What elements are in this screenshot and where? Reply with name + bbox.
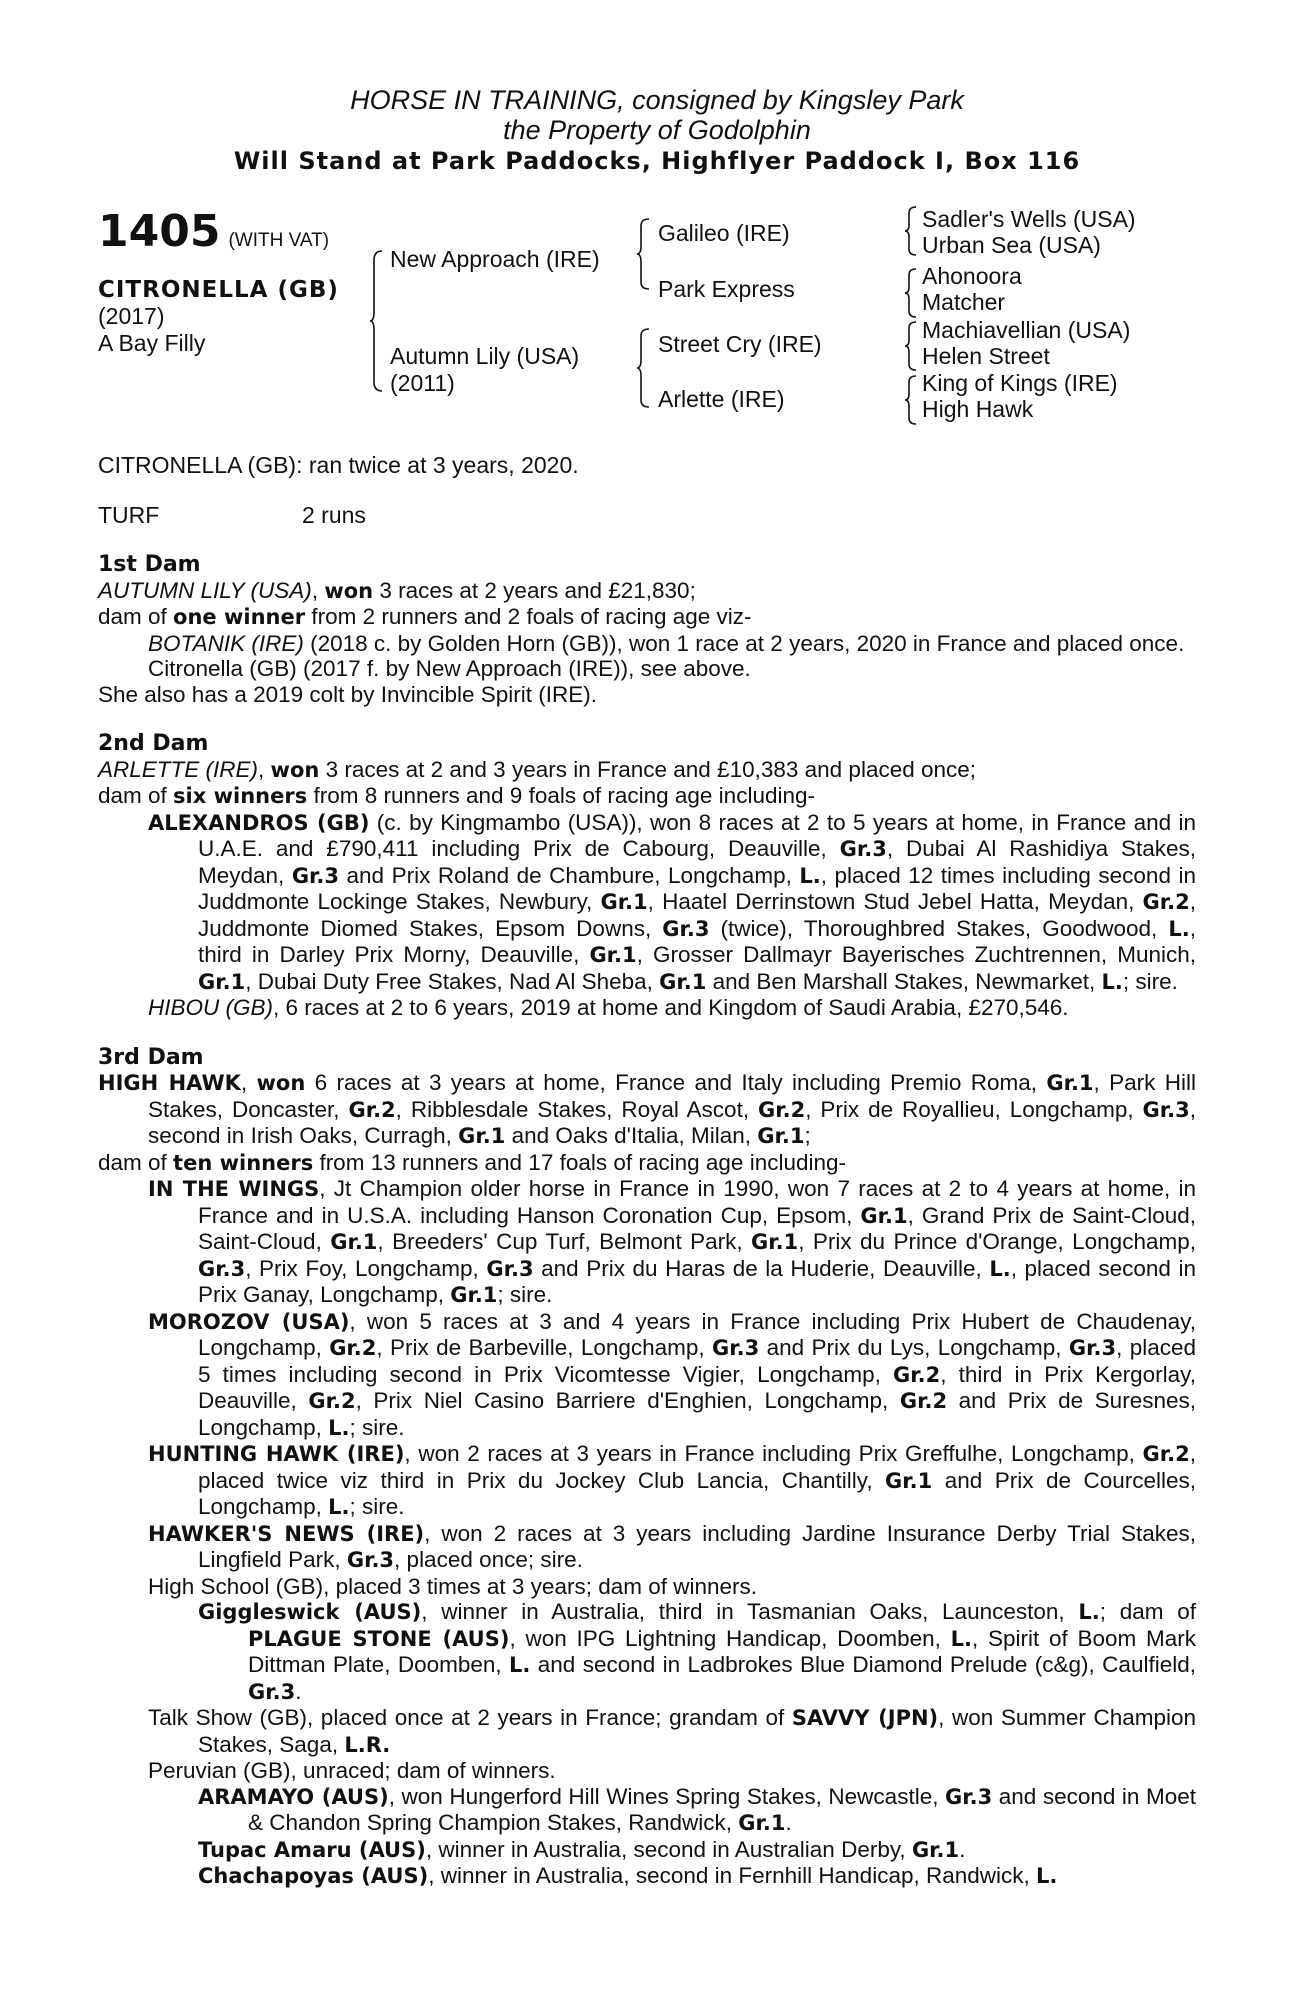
grade: L. <box>989 1256 1011 1281</box>
progeny-hunting-hawk <box>98 1441 1196 1521</box>
progeny-high-school: High School (GB), placed 3 times at 3 years; dam of winners. <box>148 1573 758 1599</box>
progeny-morozov <box>98 1309 1196 1442</box>
grade: L.R. <box>344 1732 391 1757</box>
text: , won 2 races at 3 years including Jardine Insurance Derby Trial Stakes, Lingfield Park, <box>198 1520 1197 1572</box>
progeny-name: BOTANIK (IRE) <box>148 630 304 656</box>
text: Talk Show (GB), placed once at 2 years in France; grandam of <box>148 1705 792 1730</box>
text: dam of <box>1119 1599 1196 1624</box>
text: and second in Ladbrokes Blue Diamond Prelude (c&g), Caulfield, <box>530 1652 1196 1677</box>
horse-description: A Bay Filly <box>98 330 206 356</box>
text: , Prix de Royallieu, Longchamp, <box>805 1096 1143 1122</box>
won-label: won <box>256 1071 306 1095</box>
third-dam-record: HIGH HAWK, won 6 races at 3 years at home, France and Italy including Premio Roma, Gr.1, Park Hill Stakes, Doncaster, Gr.2, Ribblesdale Stakes, Royal Ascot, Gr.2, Prix de Royallieu, Longchamp, Gr.3, second in Irish Oaks, Curragh, Gr.1 and Oaks d'Italia, Milan, Gr.1; <box>98 1070 1196 1148</box>
grade: Gr.1 <box>738 1811 786 1835</box>
grade: Gr.3 <box>712 1336 760 1360</box>
text: , Juddmonte Diomed Stakes, Epsom Downs, <box>198 889 1196 941</box>
progeny-name: ALEXANDROS (GB) <box>148 810 370 835</box>
catalogue-body <box>98 552 1196 1890</box>
progeny-name: HIBOU (GB) <box>148 995 274 1020</box>
grade: L. <box>509 1653 531 1677</box>
horse-year: (2017) <box>98 303 165 329</box>
surface-label: TURF <box>98 502 160 528</box>
text: , winner in Australia, second in Australian Derby, <box>425 1836 912 1862</box>
pedigree-g3-1: Sadler's Wells (USA) <box>922 206 1136 232</box>
text: 3 races at 2 and 3 years in France and £10,383 and placed once; <box>319 756 977 782</box>
progeny-name: Tupac Amaru (AUS) <box>198 1837 426 1862</box>
text: , Dubai Al Rashidiya Stakes, Meydan, <box>198 836 1196 888</box>
grandprogeny-tupac-amaru <box>98 1837 1196 1864</box>
progeny-name: HAWKER'S NEWS (IRE) <box>148 1521 425 1546</box>
grade: Gr.3 <box>1068 1336 1117 1360</box>
pedigree-dam-sire: Street Cry (IRE) <box>658 331 822 357</box>
text: (twice), Thoroughbred Stakes, Goodwood, <box>709 915 1169 941</box>
second-dam-record: ARLETTE (IRE), won 3 races at 2 and 3 years in France and £10,383 and placed once; <box>98 756 977 782</box>
text: , won 2 races at 3 years in France including Prix Greffulhe, Longchamp, <box>404 1441 1143 1466</box>
winner-count: one winner <box>173 605 306 629</box>
pedigree-g3-5: Machiavellian (USA) <box>922 317 1131 343</box>
pedigree-dam-year: (2011) <box>390 370 455 396</box>
grade: L. <box>1036 1864 1058 1888</box>
text: , Haatel Derrinstown Stud Jebel Hatta, Meydan, <box>647 889 1143 914</box>
pedigree-g3-7: King of Kings (IRE) <box>922 370 1118 396</box>
text: , won 5 races at 3 and 4 years in France including Prix Hubert de Chaudenay, Longchamp, <box>198 1308 1196 1360</box>
pedigree-sire-sire: Galileo (IRE) <box>658 220 790 246</box>
text: 6 races at 3 years at home, France and Italy including Premio Roma, <box>305 1070 1047 1095</box>
text: , second in Irish Oaks, Curragh, <box>148 1096 1196 1148</box>
text: , Prix du Prince d'Orange, Longchamp, <box>798 1229 1196 1254</box>
text: and Prix Roland de Chambure, Longchamp, <box>339 862 800 888</box>
progeny-name: MOROZOV (USA) <box>148 1309 350 1334</box>
grade: Gr.1 <box>198 969 246 994</box>
text: , placed 12 times including second in Juddmonte Lockinge Stakes, Newbury, <box>198 862 1196 914</box>
text: , Spirit of Boom Mark Dittman Plate, Doomben, <box>248 1625 1197 1677</box>
pedigree-bracket-g3-3 <box>905 321 917 371</box>
text: , Dubai Duty Free Stakes, Nad Al Sheba, <box>245 968 660 994</box>
progeny-peruvian: Peruvian (GB), unraced; dam of winners. <box>148 1758 556 1783</box>
progeny-in-the-wings <box>98 1176 1196 1309</box>
text: and Ben Marshall Stakes, Newmarket, <box>706 968 1102 994</box>
grade: Gr.2 <box>899 1389 948 1413</box>
text: and Oaks d'Italia, Milan, <box>505 1123 758 1148</box>
first-dam-record: AUTUMN LILY (USA), won 3 races at 2 years and £21,830; <box>98 577 696 603</box>
text: , Prix de Barbeville, Longchamp, <box>376 1335 713 1360</box>
grade: Gr.1 <box>885 1468 933 1493</box>
text: , won IPG Lightning Handicap, Doomben, <box>509 1625 951 1651</box>
text: and Prix de Suresnes, Longchamp, <box>198 1388 1196 1440</box>
grade: Gr.2 <box>893 1362 941 1387</box>
surface-runs: 2 runs <box>302 502 366 528</box>
grade: Gr.2 <box>758 1097 806 1122</box>
pedigree-dam-dam: Arlette (IRE) <box>658 386 785 412</box>
second-dam-name: ARLETTE (IRE) <box>98 756 259 782</box>
grade: Gr.2 <box>1142 890 1190 914</box>
grade: Gr.1 <box>458 1124 506 1148</box>
progeny-talk-show <box>98 1705 1196 1758</box>
text: , Jt Champion older horse in France in 1990, won 7 races at 2 to 4 years at home, in France and in U.S.A. including Hanson Coronation Cup, Epsom, <box>198 1176 1197 1228</box>
pedigree-sire-dam: Park Express <box>658 276 795 302</box>
grandprogeny-giggleswick <box>98 1599 1196 1705</box>
pedigree-sire: New Approach (IRE) <box>390 246 600 272</box>
pedigree-bracket-dam <box>637 328 651 408</box>
lot-vat: (WITH VAT) <box>228 230 330 251</box>
text: , placed once; sire. <box>394 1547 583 1572</box>
text: from 13 runners and 17 foals of racing age including- <box>313 1149 847 1175</box>
first-dam-name: AUTUMN LILY (USA) <box>98 577 312 603</box>
race-summary: CITRONELLA (GB): ran twice at 3 years, 2020. <box>98 452 579 478</box>
text: , Grosser Dallmayr Bayerisches Zuchtrennen, Munich, <box>636 942 1196 967</box>
text: , won Summer Champion Stakes, Saga, <box>198 1705 1196 1757</box>
first-dam-also: She also has a 2019 colt by Invincible Spirit (IRE). <box>98 681 597 707</box>
first-dam-heading: 1st Dam <box>98 552 201 577</box>
text: ; sire. <box>349 1414 405 1440</box>
text: from 8 runners and 9 foals of racing age including- <box>307 783 815 808</box>
grade: Gr.3 <box>839 837 887 861</box>
text: , Breeders' Cup Turf, Belmont Park, <box>377 1229 752 1254</box>
text: , Ribblesdale Stakes, Royal Ascot, <box>395 1096 758 1122</box>
first-dam-produce <box>98 604 1196 631</box>
grade: L. <box>1078 1600 1100 1624</box>
text: dam of <box>98 1149 174 1175</box>
grade: Gr.3 <box>945 1784 993 1809</box>
pedigree-g3-6: Helen Street <box>922 343 1050 369</box>
grade: Gr.3 <box>486 1256 534 1281</box>
winner-count: ten winners <box>173 1150 314 1175</box>
grade: Gr.3 <box>291 863 340 888</box>
progeny-name: ARAMAYO (AUS) <box>198 1784 389 1809</box>
pedigree-dam: Autumn Lily (USA) <box>390 343 580 369</box>
third-dam-name: HIGH HAWK <box>98 1071 241 1095</box>
text: ; <box>1099 1599 1106 1624</box>
pedigree-bracket-g3-2 <box>905 268 917 318</box>
text: 3 races at 2 years and £21,830; <box>373 577 696 603</box>
third-dam-produce <box>98 1150 1196 1177</box>
lot-number: 1405 <box>98 206 221 257</box>
text: , placed twice viz third in Prix du Jockey Club Lancia, Chantilly, <box>198 1441 1196 1493</box>
text: and Prix du Haras de la Huderie, Deauville, <box>533 1255 990 1281</box>
progeny-name: IN THE WINGS <box>148 1177 320 1201</box>
grade: L. <box>328 1415 350 1440</box>
text: ; sire. <box>349 1494 405 1519</box>
grade: Gr.1 <box>1046 1071 1094 1095</box>
grade: Gr.1 <box>757 1124 805 1148</box>
pedigree-g3-8: High Hawk <box>922 396 1034 422</box>
text: , placed 5 times including second in Prix Vicomtesse Vigier, Longchamp, <box>198 1335 1196 1387</box>
text: and second in Moet & Chandon Spring Champion Stakes, Randwick, <box>248 1783 1197 1835</box>
grade: Gr.3 <box>1142 1097 1190 1122</box>
grade: Gr.1 <box>911 1837 960 1862</box>
text: dam of <box>98 783 174 808</box>
won-label: won <box>324 578 374 603</box>
third-dam-heading: 3rd Dam <box>98 1044 204 1070</box>
grade: Gr.1 <box>330 1230 378 1254</box>
grade: Gr.1 <box>659 969 707 994</box>
won-label: won <box>270 757 320 782</box>
grade: Gr.1 <box>589 943 637 967</box>
text: dam of <box>98 604 174 629</box>
text: , 6 races at 2 to 6 years, 2019 at home and Kingdom of Saudi Arabia, £270,546. <box>273 995 1069 1020</box>
grade: Gr.3 <box>662 916 710 941</box>
grandprogeny-aramayo <box>98 1784 1196 1837</box>
text: , won Hungerford Hill Wines Spring Stakes, Newcastle, <box>388 1783 946 1809</box>
text: . <box>295 1678 302 1704</box>
grade: Gr.2 <box>329 1336 377 1360</box>
header-stand-location: Will Stand at Park Paddocks, Highflyer Paddock I, Box 116 <box>233 147 1081 175</box>
second-dam-produce <box>98 783 1196 810</box>
text: and Prix de Courcelles, Longchamp, <box>198 1467 1196 1519</box>
grade: L. <box>799 863 821 888</box>
text: ; sire. <box>497 1282 553 1307</box>
text: (c. by Kingmambo (USA)), won 8 races at 2 to 5 years at home, in France and in U.A.E. and £790,411 including Prix de Cabourg, Deauville, <box>198 809 1196 861</box>
text: , third in Prix Kergorlay, Deauville, <box>198 1361 1196 1413</box>
text: , Prix Foy, Longchamp, <box>245 1255 487 1281</box>
text: from 2 runners and 2 foals of racing age viz- <box>305 604 752 629</box>
pedigree-g3-3: Ahonoora <box>922 263 1022 289</box>
text: and Prix du Lys, Longchamp, <box>759 1335 1069 1360</box>
grade: Gr.3 <box>248 1679 296 1704</box>
progeny-name: HUNTING HAWK (IRE) <box>148 1442 405 1466</box>
header-consignor: HORSE IN TRAINING, consigned by Kingsley Park <box>350 85 964 115</box>
grade: Gr.1 <box>860 1203 908 1228</box>
lot-block <box>98 206 329 257</box>
horse-name: CITRONELLA (GB) <box>98 277 339 303</box>
progeny-hibou <box>98 995 1196 1021</box>
text: ; <box>804 1123 811 1148</box>
progeny-citronella: Citronella (GB) (2017 f. by New Approach (IRE)), see above. <box>148 656 751 681</box>
winner-count: six winners <box>173 784 308 808</box>
grade: Gr.2 <box>1142 1442 1190 1466</box>
grade: Gr.2 <box>308 1389 356 1413</box>
text: ; sire. <box>1122 968 1178 994</box>
grade: L. <box>1168 916 1190 941</box>
pedigree-bracket-g3-1 <box>905 206 917 256</box>
text: , Grand Prix de Saint-Cloud, Saint-Cloud, <box>198 1202 1196 1254</box>
progeny-name: PLAGUE STONE (AUS) <box>248 1626 510 1651</box>
progeny-hawkers-news <box>98 1521 1196 1574</box>
text: (2018 c. by Golden Horn (GB)), won 1 race at 2 years, 2020 in France and placed once. <box>303 630 1185 656</box>
text: , third in Darley Prix Morny, Deauville, <box>198 915 1196 967</box>
progeny-name: Giggleswick (AUS) <box>198 1600 422 1624</box>
progeny-name: Chachapoyas (AUS) <box>198 1864 429 1888</box>
grade: Gr.2 <box>348 1097 396 1122</box>
grade: L. <box>1101 969 1123 994</box>
progeny-name: SAVVY (JPN) <box>791 1706 939 1730</box>
text: , winner in Australia, second in Fernhill Handicap, Randwick, <box>428 1863 1037 1888</box>
text: . <box>785 1810 792 1835</box>
grandprogeny-chachapoyas <box>98 1863 1196 1890</box>
pedigree-bracket-sire <box>637 218 651 290</box>
text: , Park Hill Stakes, Doncaster, <box>148 1070 1196 1122</box>
progeny-alexandros <box>98 810 1196 996</box>
grade: L. <box>950 1626 972 1651</box>
pedigree-bracket-g3-4 <box>905 375 917 425</box>
second-dam-heading: 2nd Dam <box>98 731 209 756</box>
header-property: the Property of Godolphin <box>503 115 811 145</box>
grade: Gr.3 <box>346 1548 395 1572</box>
grade: Gr.1 <box>751 1230 799 1254</box>
pedigree-bracket-main <box>370 250 384 392</box>
progeny-botanik <box>98 631 1196 657</box>
text: , placed second in Prix Ganay, Longchamp, <box>198 1255 1197 1307</box>
grade: Gr.1 <box>450 1283 498 1307</box>
pedigree-g3-4: Matcher <box>922 289 1006 315</box>
text: , winner in Australia, third in Tasmanian Oaks, Launceston, <box>421 1599 1079 1624</box>
text: , Prix Niel Casino Barriere d'Enghien, Longchamp, <box>355 1388 900 1413</box>
grade: L. <box>328 1495 350 1519</box>
grade: Gr.1 <box>600 890 648 914</box>
text: . <box>959 1836 966 1862</box>
grade: Gr.3 <box>198 1256 246 1281</box>
pedigree-g3-2: Urban Sea (USA) <box>922 232 1101 258</box>
